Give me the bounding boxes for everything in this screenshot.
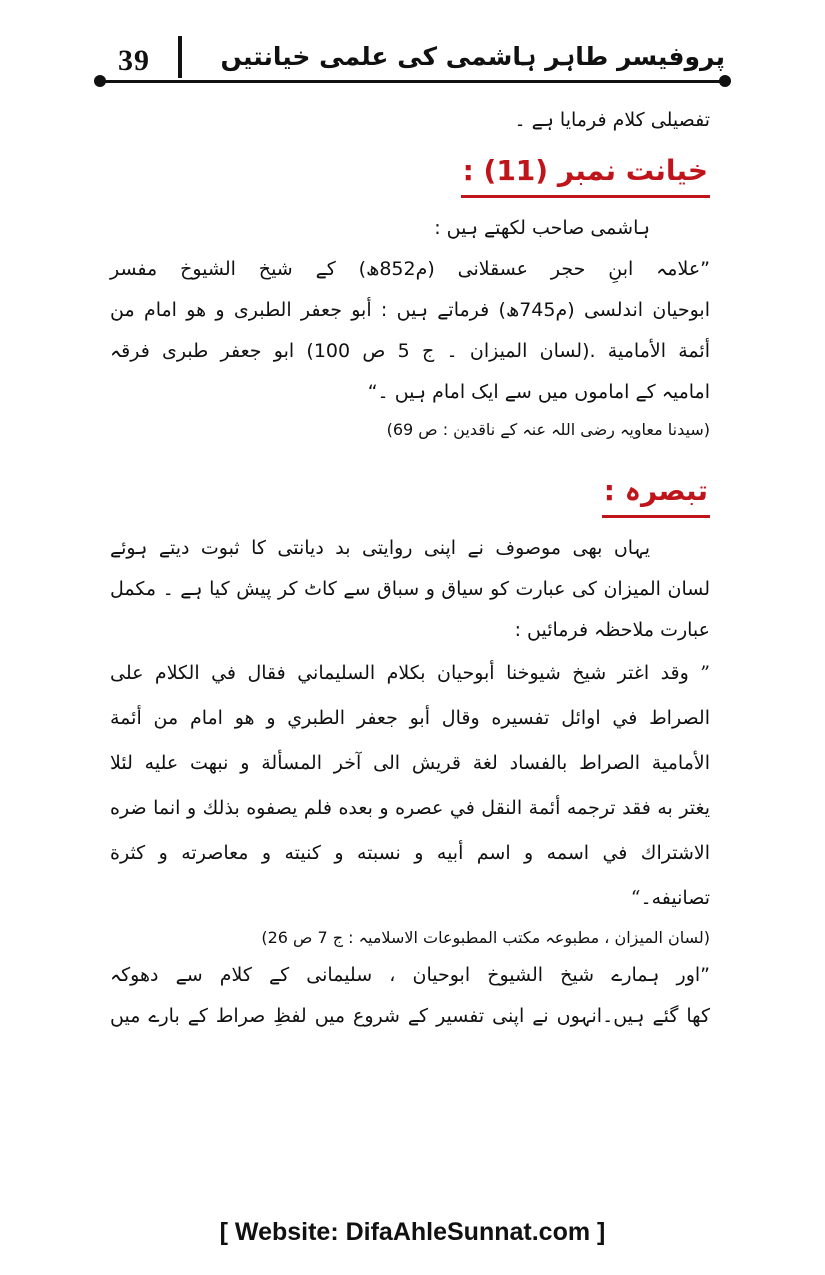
- rule-dot-right: [719, 75, 731, 87]
- intro-line: ہاشمی صاحب لکھتے ہیں :: [434, 217, 650, 239]
- quote-block: [110, 249, 710, 413]
- heading-khiyanat: [110, 141, 710, 208]
- commentary-block: [110, 528, 710, 651]
- continued-line: تفصیلی کلام فرمایا ہے ۔: [514, 109, 710, 131]
- heading-tabsira: [110, 461, 710, 528]
- quote-line: امامیہ کے اماموں میں سے ایک امام ہیں ۔“: [367, 381, 710, 403]
- page-header: [100, 30, 725, 90]
- running-title: پروفیسر طاہر ہاشمی کی علمی خیانتیں: [220, 42, 725, 71]
- page-number: 39: [118, 44, 150, 77]
- translation-line: ”اور ہمارے شیخ الشیوخ ابوحیان ، سلیمانی کے کلام سے دھوکہ: [110, 964, 710, 986]
- arabic-quote-block: [110, 651, 710, 921]
- quote-line: أئمة الأمامية .(لسان المیزان ۔ ج 5 ص 100) ابو جعفر طبری فرقہ: [110, 340, 710, 362]
- arabic-line: الأمامية الصراط بالفساد لغة قريش الى آخر المسألة و نبهت عليه لئلا: [110, 752, 710, 774]
- header-rule: [100, 80, 725, 83]
- commentary-line: لسان المیزان کی عبارت کو سیاق و سباق سے کاٹ کر پیش کیا ہے ۔ مکمل: [110, 578, 710, 600]
- arabic-line: ” وقد اغتر شيخ شيوخنا أبوحيان بكلام السليماني فقال في الكلام على: [110, 662, 710, 684]
- section-heading: تبصرہ :: [602, 469, 710, 518]
- arabic-line: يغتر به فقد ترجمه أئمة النقل في عصره و بعده فلم يصفوه بذلك و انما ضره: [110, 797, 710, 819]
- translation-line: کھا گئے ہیں۔انہوں نے اپنی تفسیر کے شروع میں لفظِ صراط کے بارے میں: [110, 1005, 710, 1027]
- commentary-line: یہاں بھی موصوف نے اپنی روایتی بد دیانتی کا ثبوت دیتے ہوئے: [110, 537, 650, 559]
- website-footer: [ Website: DifaAhleSunnat.com ]: [219, 1218, 606, 1246]
- arabic-line: تصانيفه۔“: [630, 887, 710, 909]
- citation: (لسان المیزان ، مطبوعہ مکتب المطبوعات الاسلامیہ : ج 7 ص 26): [261, 928, 710, 947]
- section-heading: خیانت نمبر (11) :: [461, 149, 710, 198]
- header-divider: [178, 36, 182, 78]
- quote-line: ”علامہ ابنِ حجر عسقلانی (م852ھ) کے شیخ الشیوخ مفسر: [110, 258, 710, 280]
- arabic-line: الصراط في اوائل تفسيره وقال أبو جعفر الطبري و هو امام من أئمة: [110, 707, 710, 729]
- arabic-line: الاشتراك في اسمه و اسم أبيه و نسبته و كنيته و معاصرته و كثرة: [110, 842, 710, 864]
- translation-block: [110, 955, 710, 1037]
- quote-line: ابوحیان اندلسی (م745ھ) فرماتے ہیں : أبو جعفر الطبری و ھو امام من: [110, 299, 710, 321]
- commentary-line: عبارت ملاحظہ فرمائیں :: [514, 619, 710, 641]
- citation: (سیدنا معاویہ رضی اللہ عنہ کے ناقدین : ص 69): [386, 420, 710, 439]
- page-body: [110, 100, 710, 1037]
